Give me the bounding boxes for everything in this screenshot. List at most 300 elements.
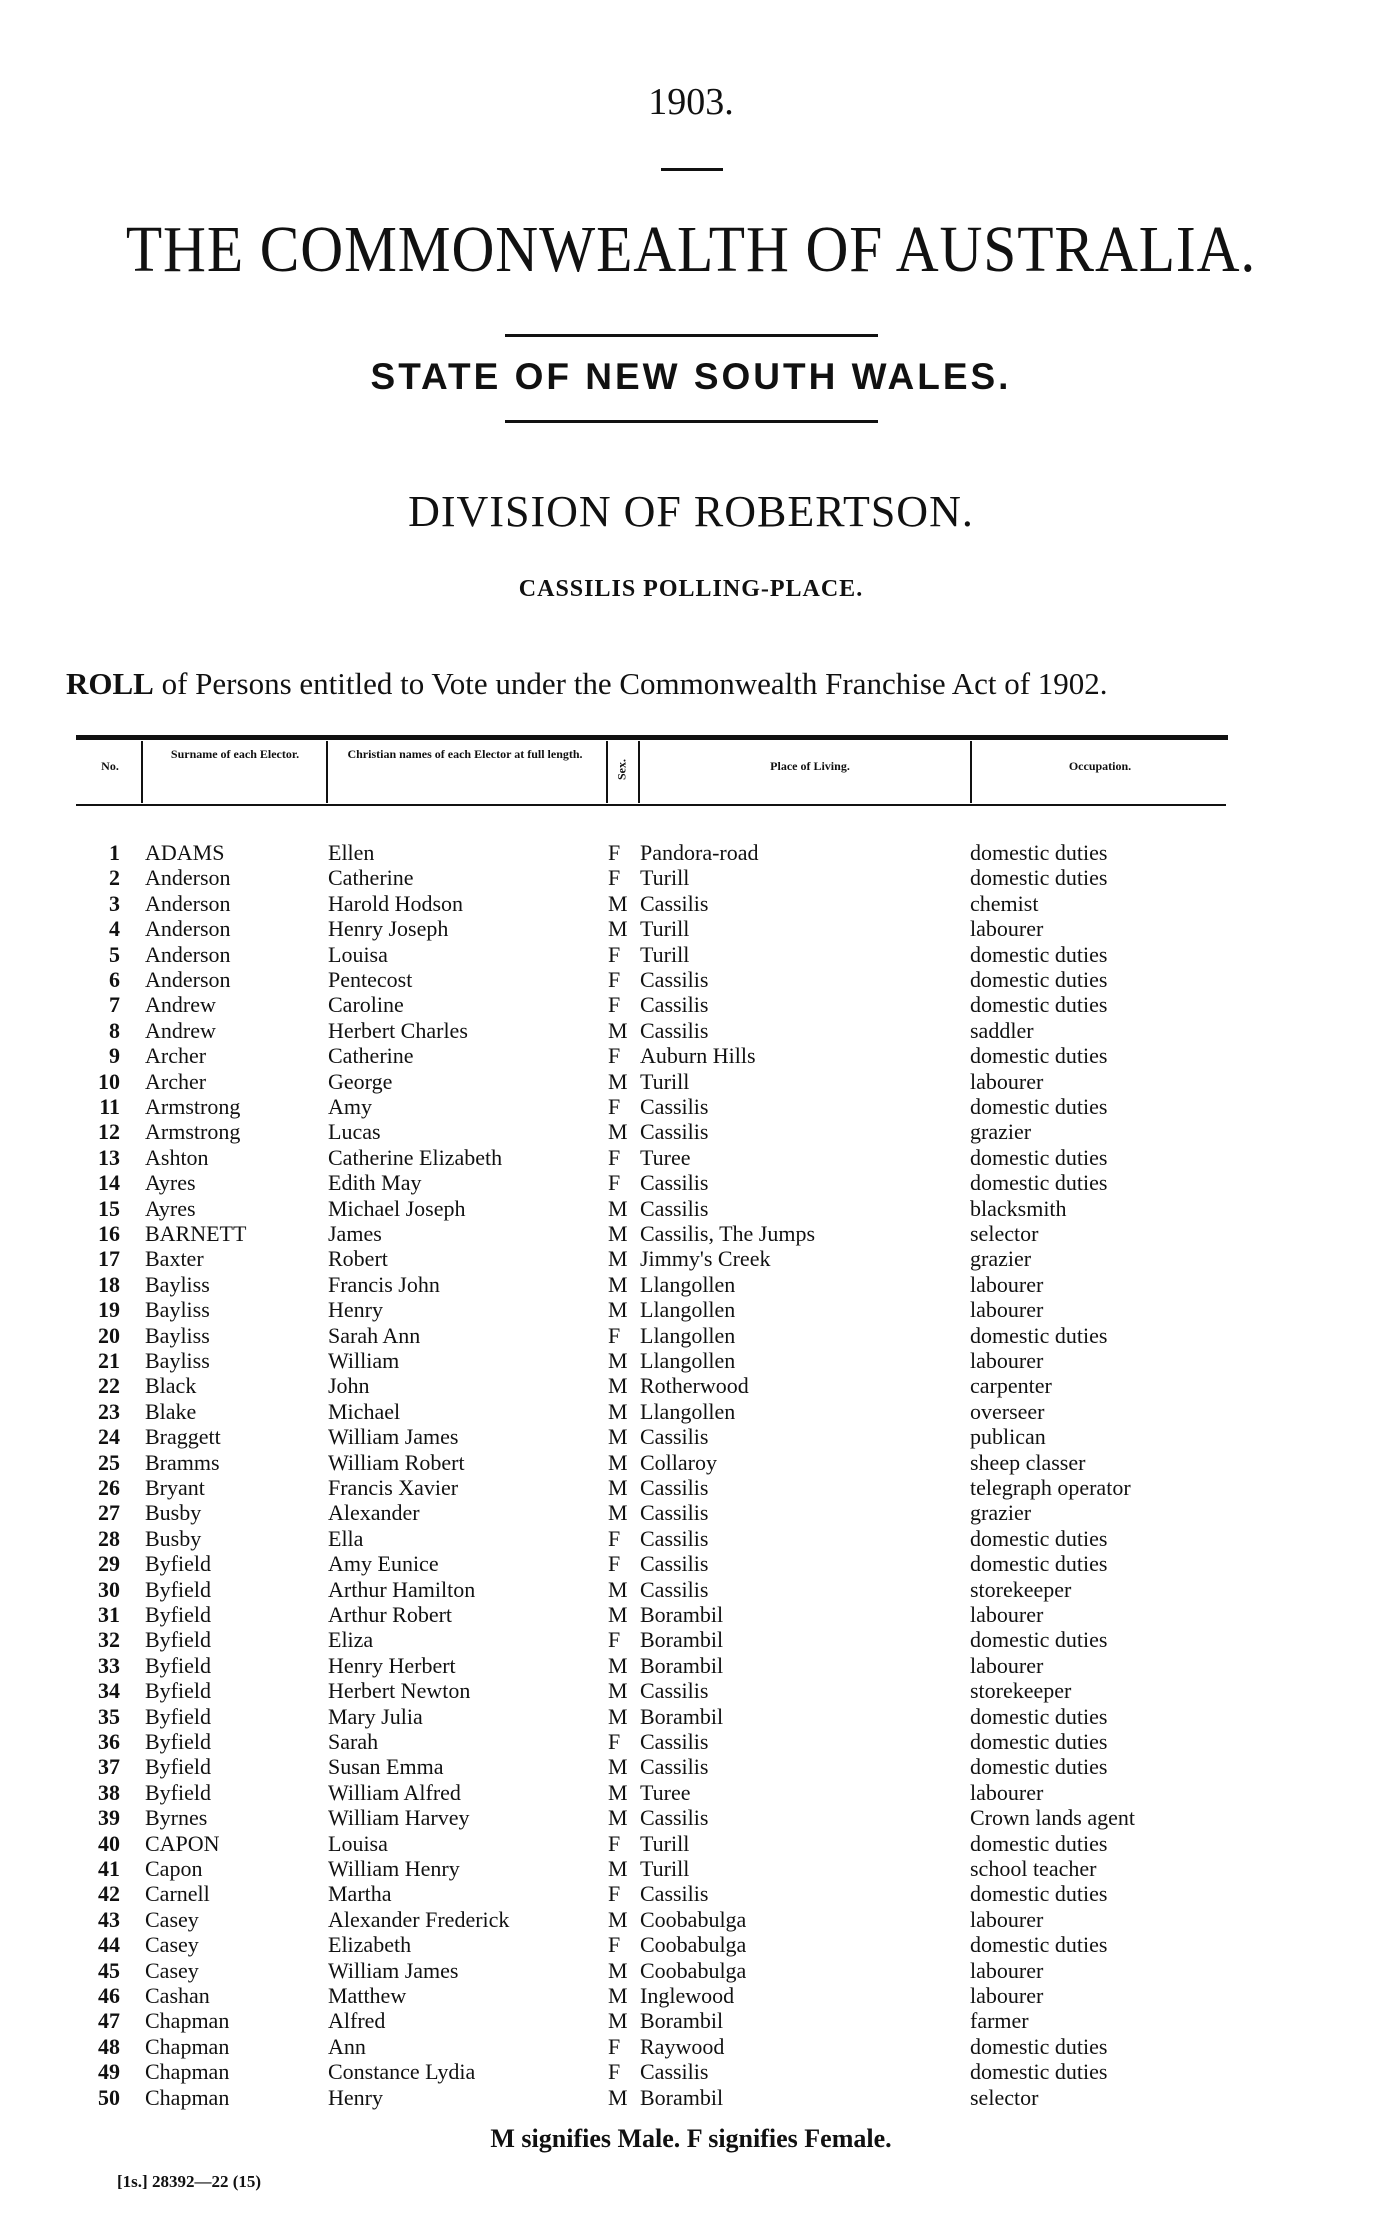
elector-sex: F: [608, 1627, 621, 1653]
roll-prefix: ROLL: [66, 666, 154, 701]
elector-surname: Byfield: [145, 1551, 211, 1577]
header-rule: [661, 168, 723, 171]
elector-surname: Blake: [145, 1398, 197, 1424]
elector-christian-names: Henry: [328, 2084, 383, 2110]
elector-occupation: labourer: [970, 1068, 1044, 1094]
elector-place-of-living: Jimmy's Creek: [640, 1246, 771, 1272]
roll-text: of Persons entitled to Vote under the Commonwealth Franchise Act of 1902.: [153, 666, 1108, 701]
elector-row: [0, 1653, 1382, 1678]
elector-place-of-living: Cassilis: [640, 1754, 709, 1780]
elector-christian-names: Susan Emma: [328, 1754, 444, 1780]
elector-number: 19: [98, 1297, 120, 1323]
elector-row: [0, 1221, 1382, 1246]
elector-surname: Byfield: [145, 1627, 211, 1653]
elector-christian-names: Ann: [328, 2033, 366, 2059]
elector-place-of-living: Llangollen: [640, 1398, 736, 1424]
elector-occupation: domestic duties: [970, 1144, 1108, 1170]
elector-sex: M: [608, 1906, 628, 1932]
elector-row: [0, 1069, 1382, 1094]
elector-row: [0, 1043, 1382, 1068]
elector-number: 48: [98, 2033, 120, 2059]
elector-occupation: blacksmith: [970, 1195, 1067, 1221]
elector-number: 35: [98, 1703, 120, 1729]
elector-row: [0, 942, 1382, 967]
elector-row: [0, 1907, 1382, 1932]
elector-place-of-living: Cassilis: [640, 1729, 709, 1754]
elector-surname: Casey: [145, 1906, 199, 1932]
elector-christian-names: Alexander: [328, 1500, 420, 1526]
elector-occupation: Crown lands agent: [970, 1805, 1135, 1831]
elector-number: 30: [98, 1576, 120, 1602]
elector-surname: ADAMS: [145, 840, 225, 865]
elector-occupation: publican: [970, 1424, 1046, 1450]
elector-place-of-living: Cassilis: [640, 1195, 709, 1221]
elector-christian-names: William: [328, 1348, 400, 1373]
elector-occupation: grazier: [970, 1246, 1032, 1272]
elector-row: [0, 1805, 1382, 1830]
elector-occupation: domestic duties: [970, 967, 1108, 992]
elector-sex: M: [608, 1068, 628, 1094]
elector-sex: M: [608, 1398, 628, 1424]
elector-occupation: sheep classer: [970, 1449, 1086, 1475]
elector-occupation: saddler: [970, 1017, 1034, 1043]
elector-place-of-living: Cassilis: [640, 1119, 709, 1145]
elector-number: 39: [98, 1805, 120, 1831]
elector-place-of-living: Cassilis: [640, 992, 709, 1018]
elector-christian-names: Harold Hodson: [328, 890, 464, 916]
elector-number: 29: [98, 1551, 120, 1577]
elector-christian-names: William James: [328, 1957, 459, 1983]
elector-number: 4: [109, 916, 120, 942]
elector-number: 3: [109, 890, 120, 916]
elector-row: [0, 1297, 1382, 1322]
elector-occupation: domestic duties: [970, 941, 1108, 967]
elector-row: [0, 1831, 1382, 1856]
elector-occupation: telegraph operator: [970, 1475, 1131, 1500]
elector-row: [0, 891, 1382, 916]
elector-sex: F: [608, 1144, 621, 1170]
elector-sex: M: [608, 1602, 628, 1627]
elector-place-of-living: Cassilis: [640, 1551, 709, 1577]
elector-row: [0, 916, 1382, 941]
elector-occupation: grazier: [970, 1500, 1032, 1526]
elector-christian-names: Catherine: [328, 865, 414, 891]
elector-surname: Chapman: [145, 2059, 230, 2085]
elector-number: 41: [98, 1856, 120, 1881]
elector-christian-names: Louisa: [328, 941, 388, 967]
elector-number: 6: [109, 967, 120, 992]
elector-number: 18: [98, 1271, 120, 1297]
table-header-bottom-rule: [76, 804, 1226, 806]
elector-occupation: storekeeper: [970, 1576, 1072, 1602]
elector-sex: F: [608, 2033, 621, 2059]
elector-row: [0, 2034, 1382, 2059]
elector-number: 24: [98, 1424, 120, 1450]
elector-surname: Armstrong: [145, 1094, 241, 1119]
elector-place-of-living: Borambil: [640, 2084, 724, 2110]
elector-number: 25: [98, 1449, 120, 1475]
column-header-sex: Sex.: [614, 759, 629, 780]
elector-sex: M: [608, 1805, 628, 1831]
elector-surname: Braggett: [145, 1424, 221, 1450]
elector-row: [0, 1170, 1382, 1195]
elector-sex: M: [608, 1373, 628, 1399]
elector-place-of-living: Cassilis: [640, 1017, 709, 1043]
elector-christian-names: William Harvey: [328, 1805, 470, 1831]
elector-christian-names: Catherine: [328, 1043, 414, 1069]
elector-christian-names: Eliza: [328, 1627, 374, 1653]
elector-number: 7: [109, 992, 120, 1018]
elector-surname: Bryant: [145, 1475, 205, 1500]
elector-place-of-living: Turee: [640, 1779, 691, 1805]
elector-surname: Busby: [145, 1500, 202, 1526]
elector-number: 27: [98, 1500, 120, 1526]
elector-occupation: labourer: [970, 1652, 1044, 1678]
elector-number: 32: [98, 1627, 120, 1653]
elector-sex: M: [608, 1983, 628, 2008]
elector-occupation: domestic duties: [970, 1881, 1108, 1907]
elector-row: [0, 1932, 1382, 1957]
elector-place-of-living: Llangollen: [640, 1322, 736, 1348]
elector-row: [0, 1983, 1382, 2008]
column-header-christian: Christian names of each Elector at full length.: [347, 747, 583, 761]
elector-occupation: labourer: [970, 1348, 1044, 1373]
elector-row: [0, 2085, 1382, 2110]
elector-surname: Anderson: [145, 967, 231, 992]
elector-row: [0, 1373, 1382, 1398]
elector-sex: F: [608, 1551, 621, 1577]
elector-number: 23: [98, 1398, 120, 1424]
elector-number: 15: [98, 1195, 120, 1221]
elector-occupation: domestic duties: [970, 865, 1108, 891]
elector-row: [0, 1399, 1382, 1424]
elector-place-of-living: Cassilis: [640, 1424, 709, 1450]
elector-place-of-living: Cassilis: [640, 1525, 709, 1551]
elector-surname: Casey: [145, 1957, 199, 1983]
elector-surname: Byfield: [145, 1703, 211, 1729]
elector-occupation: labourer: [970, 916, 1044, 942]
elector-surname: Archer: [145, 1043, 207, 1069]
elector-surname: Chapman: [145, 2033, 230, 2059]
elector-christian-names: Arthur Robert: [328, 1602, 453, 1627]
elector-christian-names: Sarah Ann: [328, 1322, 421, 1348]
column-header-occupation: Occupation.: [1068, 759, 1132, 773]
elector-occupation: school teacher: [970, 1856, 1097, 1881]
elector-sex: F: [608, 1043, 621, 1069]
elector-christian-names: Francis John: [328, 1271, 440, 1297]
elector-surname: Ashton: [145, 1144, 209, 1170]
elector-row: [0, 840, 1382, 865]
table-header-top-rule: [76, 735, 1228, 740]
print-reference: [1s.] 28392—22 (15): [117, 2172, 262, 2191]
elector-place-of-living: Borambil: [640, 1652, 724, 1678]
state-heading: STATE OF NEW SOUTH WALES.: [370, 356, 1012, 397]
elector-place-of-living: Cassilis: [640, 1500, 709, 1526]
elector-surname: Bayliss: [145, 1348, 210, 1373]
elector-sex: F: [608, 1830, 621, 1856]
elector-sex: F: [608, 967, 621, 992]
elector-occupation: domestic duties: [970, 1703, 1108, 1729]
elector-sex: M: [608, 1195, 628, 1221]
elector-occupation: labourer: [970, 1602, 1044, 1627]
elector-place-of-living: Cassilis, The Jumps: [640, 1221, 816, 1246]
elector-row: [0, 1475, 1382, 1500]
elector-place-of-living: Coobabulga: [640, 1957, 747, 1983]
elector-number: 12: [98, 1119, 120, 1145]
column-divider: [638, 741, 640, 803]
elector-surname: Chapman: [145, 2008, 230, 2034]
elector-christian-names: Francis Xavier: [328, 1475, 459, 1500]
elector-place-of-living: Borambil: [640, 1627, 724, 1653]
elector-christian-names: Henry: [328, 1297, 383, 1323]
elector-christian-names: James: [328, 1221, 382, 1246]
elector-christian-names: Matthew: [328, 1983, 407, 2008]
elector-christian-names: Henry Herbert: [328, 1652, 456, 1678]
elector-row: [0, 1627, 1382, 1652]
elector-christian-names: Pentecost: [328, 967, 413, 992]
document-year: 1903.: [648, 81, 734, 123]
elector-place-of-living: Borambil: [640, 2008, 724, 2034]
elector-number: 46: [98, 1983, 120, 2008]
elector-occupation: labourer: [970, 1983, 1044, 2008]
elector-sex: M: [608, 1475, 628, 1500]
elector-christian-names: Edith May: [328, 1170, 422, 1196]
elector-row: [0, 2008, 1382, 2033]
sex-legend: M signifies Male. F signifies Female.: [490, 2124, 892, 2153]
elector-sex: F: [608, 992, 621, 1018]
elector-surname: Baxter: [145, 1246, 204, 1272]
elector-occupation: chemist: [970, 890, 1039, 916]
elector-number: 8: [109, 1017, 120, 1043]
elector-row: [0, 1450, 1382, 1475]
elector-sex: M: [608, 890, 628, 916]
elector-row: [0, 1856, 1382, 1881]
elector-number: 45: [98, 1957, 120, 1983]
column-divider: [326, 741, 328, 803]
elector-place-of-living: Cassilis: [640, 1805, 709, 1831]
elector-surname: Busby: [145, 1525, 202, 1551]
elector-place-of-living: Pandora-road: [640, 840, 759, 865]
elector-sex: M: [608, 1348, 628, 1373]
elector-row: [0, 1551, 1382, 1576]
elector-row: [0, 1577, 1382, 1602]
elector-number: 37: [98, 1754, 120, 1780]
column-header-no: No.: [101, 759, 119, 773]
elector-sex: M: [608, 1856, 628, 1881]
elector-row: [0, 1958, 1382, 1983]
elector-place-of-living: Cassilis: [640, 1576, 709, 1602]
elector-surname: Anderson: [145, 941, 231, 967]
elector-place-of-living: Raywood: [640, 2033, 725, 2059]
elector-surname: Andrew: [145, 992, 216, 1018]
elector-occupation: domestic duties: [970, 2033, 1108, 2059]
elector-place-of-living: Turill: [640, 941, 690, 967]
elector-row: [0, 1526, 1382, 1551]
elector-sex: M: [608, 1703, 628, 1729]
elector-place-of-living: Cassilis: [640, 890, 709, 916]
elector-surname: Byrnes: [145, 1805, 208, 1831]
elector-occupation: selector: [970, 2084, 1039, 2110]
elector-christian-names: Ellen: [328, 840, 375, 865]
elector-occupation: domestic duties: [970, 2059, 1108, 2085]
elector-surname: Capon: [145, 1856, 203, 1881]
elector-number: 47: [98, 2008, 120, 2034]
elector-surname: Chapman: [145, 2084, 230, 2110]
elector-number: 50: [98, 2084, 120, 2110]
elector-row: [0, 1602, 1382, 1627]
elector-sex: M: [608, 1424, 628, 1450]
elector-place-of-living: Coobabulga: [640, 1932, 747, 1958]
elector-christian-names: Arthur Hamilton: [328, 1576, 476, 1602]
elector-row: [0, 1348, 1382, 1373]
elector-place-of-living: Cassilis: [640, 1881, 709, 1907]
elector-surname: Byfield: [145, 1576, 211, 1602]
elector-christian-names: Lucas: [328, 1119, 381, 1145]
elector-christian-names: Herbert Charles: [328, 1017, 468, 1043]
elector-place-of-living: Turill: [640, 1068, 690, 1094]
column-divider: [970, 741, 972, 803]
elector-surname: Anderson: [145, 865, 231, 891]
elector-row: [0, 1272, 1382, 1297]
polling-place-heading: CASSILIS POLLING-PLACE.: [518, 576, 864, 602]
elector-row: [0, 1780, 1382, 1805]
elector-christian-names: Catherine Elizabeth: [328, 1144, 503, 1170]
elector-row: [0, 1119, 1382, 1144]
elector-number: 43: [98, 1906, 120, 1932]
elector-surname: Byfield: [145, 1678, 211, 1704]
elector-place-of-living: Inglewood: [640, 1983, 735, 2008]
elector-occupation: farmer: [970, 2008, 1029, 2034]
elector-occupation: domestic duties: [970, 1754, 1108, 1780]
elector-christian-names: Robert: [328, 1246, 388, 1272]
elector-surname: Anderson: [145, 890, 231, 916]
elector-number: 17: [98, 1246, 120, 1272]
elector-surname: Bayliss: [145, 1322, 210, 1348]
elector-row: [0, 1145, 1382, 1170]
elector-sex: F: [608, 1170, 621, 1196]
elector-sex: F: [608, 941, 621, 967]
elector-sex: M: [608, 1957, 628, 1983]
elector-christian-names: Elizabeth: [328, 1932, 412, 1958]
elector-christian-names: Michael: [328, 1398, 401, 1424]
elector-christian-names: William James: [328, 1424, 459, 1450]
elector-number: 40: [98, 1830, 120, 1856]
elector-row: [0, 1246, 1382, 1271]
elector-place-of-living: Cassilis: [640, 1678, 709, 1704]
elector-sex: F: [608, 1322, 621, 1348]
elector-row: [0, 1094, 1382, 1119]
elector-number: 14: [98, 1170, 120, 1196]
elector-christian-names: Michael Joseph: [328, 1195, 466, 1221]
elector-sex: M: [608, 1221, 628, 1246]
elector-occupation: domestic duties: [970, 1322, 1108, 1348]
elector-occupation: domestic duties: [970, 1525, 1108, 1551]
elector-occupation: domestic duties: [970, 1627, 1108, 1653]
elector-surname: Ayres: [145, 1195, 196, 1221]
header-rule: [505, 420, 878, 423]
column-header-surname: Surname of each Elector.: [170, 747, 300, 761]
elector-place-of-living: Llangollen: [640, 1348, 736, 1373]
elector-occupation: domestic duties: [970, 1094, 1108, 1119]
elector-occupation: storekeeper: [970, 1678, 1072, 1704]
elector-row: [0, 1323, 1382, 1348]
elector-number: 16: [98, 1221, 120, 1246]
elector-surname: BARNETT: [145, 1221, 247, 1246]
elector-christian-names: Sarah: [328, 1729, 379, 1754]
elector-surname: Byfield: [145, 1602, 211, 1627]
column-divider: [141, 741, 143, 803]
elector-occupation: domestic duties: [970, 1729, 1108, 1754]
elector-number: 22: [98, 1373, 120, 1399]
elector-row: [0, 1196, 1382, 1221]
elector-place-of-living: Turill: [640, 865, 690, 891]
elector-occupation: labourer: [970, 1271, 1044, 1297]
elector-row: [0, 1754, 1382, 1779]
elector-surname: Armstrong: [145, 1119, 241, 1145]
elector-place-of-living: Borambil: [640, 1602, 724, 1627]
elector-occupation: grazier: [970, 1119, 1032, 1145]
elector-number: 42: [98, 1881, 120, 1907]
elector-sex: M: [608, 1576, 628, 1602]
elector-surname: Casey: [145, 1932, 199, 1958]
elector-place-of-living: Llangollen: [640, 1271, 736, 1297]
elector-surname: Andrew: [145, 1017, 216, 1043]
elector-sex: M: [608, 1449, 628, 1475]
elector-surname: Bramms: [145, 1449, 220, 1475]
elector-row: [0, 2059, 1382, 2084]
elector-surname: Byfield: [145, 1652, 211, 1678]
header-rule: [505, 334, 878, 337]
elector-row: [0, 967, 1382, 992]
elector-surname: Cashan: [145, 1983, 210, 2008]
elector-number: 20: [98, 1322, 120, 1348]
elector-surname: Anderson: [145, 916, 231, 942]
elector-number: 49: [98, 2059, 120, 2085]
elector-row: [0, 992, 1382, 1017]
elector-sex: F: [608, 1729, 621, 1754]
elector-christian-names: Constance Lydia: [328, 2059, 476, 2085]
elector-sex: F: [608, 1094, 621, 1119]
elector-place-of-living: Turill: [640, 916, 690, 942]
elector-christian-names: Herbert Newton: [328, 1678, 471, 1704]
elector-surname: Byfield: [145, 1779, 211, 1805]
elector-place-of-living: Turill: [640, 1830, 690, 1856]
elector-number: 2: [109, 865, 120, 891]
elector-occupation: domestic duties: [970, 840, 1108, 865]
elector-christian-names: Henry Joseph: [328, 916, 449, 942]
elector-christian-names: Amy: [328, 1094, 372, 1119]
roll-description: [66, 666, 1108, 702]
elector-number: 13: [98, 1144, 120, 1170]
elector-sex: M: [608, 1017, 628, 1043]
elector-sex: F: [608, 1525, 621, 1551]
elector-row: [0, 1018, 1382, 1043]
elector-row: [0, 1500, 1382, 1525]
elector-sex: M: [608, 1652, 628, 1678]
elector-row: [0, 1424, 1382, 1449]
elector-place-of-living: Cassilis: [640, 1170, 709, 1196]
elector-sex: F: [608, 840, 621, 865]
elector-place-of-living: Cassilis: [640, 1475, 709, 1500]
elector-surname: Byfield: [145, 1754, 211, 1780]
elector-occupation: domestic duties: [970, 1830, 1108, 1856]
elector-place-of-living: Llangollen: [640, 1297, 736, 1323]
elector-place-of-living: Cassilis: [640, 2059, 709, 2085]
elector-occupation: labourer: [970, 1906, 1044, 1932]
elector-sex: M: [608, 1678, 628, 1704]
elector-sex: M: [608, 1500, 628, 1526]
elector-place-of-living: Collaroy: [640, 1449, 717, 1475]
